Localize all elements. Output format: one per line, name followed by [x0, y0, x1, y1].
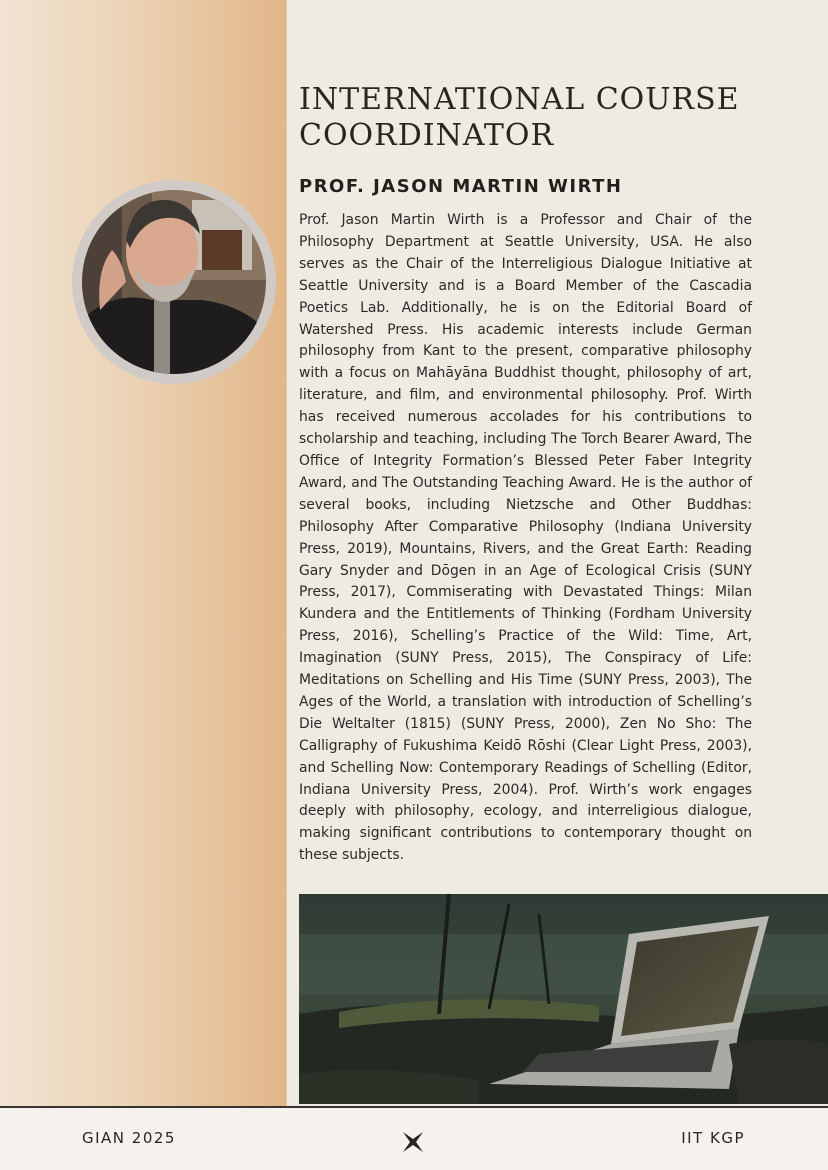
band-divider [286, 0, 287, 1106]
biography-text: Prof. Jason Martin Wirth is a Professor and Chair of the Philosophy Department at Seattle University, USA. He also serves as the Chair of the Interreligious Dialogue Initiative at Seattle University and is a Board Member of the Cascadia Poetics Lab. Additionally, he is on the Editorial Board of Watershed Press. His academic interests include German philosophy from Kant to the present, comparative philosophy with a focus on Mahāyāna Buddhist thought, philosophy of art, literature, and film, and environmental philosophy. Prof. Wirth has received numerous accolades for his contributions to scholarship and teaching, including The Torch Bearer Award, The Office of Integrity Formation’s Blessed Peter Faber Integrity Award, and The Outstanding Teaching Award. He is the author of several books, including Nietzsche and Other Buddhas: Philosophy After Comparative Philosophy (Indiana University Press, 2019), Mountains, Rivers, and the Great Earth: Reading Gary Snyder and Dōgen in an Age of Ecological Crisis (SUNY Press, 2017), Commiserating with Devastated Things: Milan Kundera and the Entitlements of Thinking (Fordham University Press, 2016), Schelling’s Practice of the Wild: Time, Art, Imagination (SUNY Press, 2015), The Conspiracy of Life: Meditations on Schelling and His Time (SUNY Press, 2003), The Ages of the World, a translation with introduction of Schelling’s Die Weltalter (1815) (SUNY Press, 2000), Zen No Sho: The Calligraphy of Fukushima Keidō Rōshi (Clear Light Press, 2003), and Schelling Now: Contemporary Readings of Schelling (Editor, Indiana University Press, 2004). Prof. Wirth’s work engages deeply with philosophy, ecology, and interreligious dialogue, making significant contributions to contemporary thought on these subjects. [299, 212, 752, 864]
person-name: PROF. JASON MARTIN WIRTH [299, 176, 623, 197]
four-point-star-icon [401, 1130, 425, 1154]
laptop-in-forest-photo [299, 894, 828, 1104]
left-decorative-band [0, 0, 287, 1106]
footer-right-text: IIT KGP [681, 1129, 745, 1147]
portrait-photo [82, 190, 266, 374]
footer-left-text: GIAN 2025 [82, 1129, 176, 1147]
page-title: INTERNATIONAL COURSE COORDINATOR [299, 82, 740, 153]
